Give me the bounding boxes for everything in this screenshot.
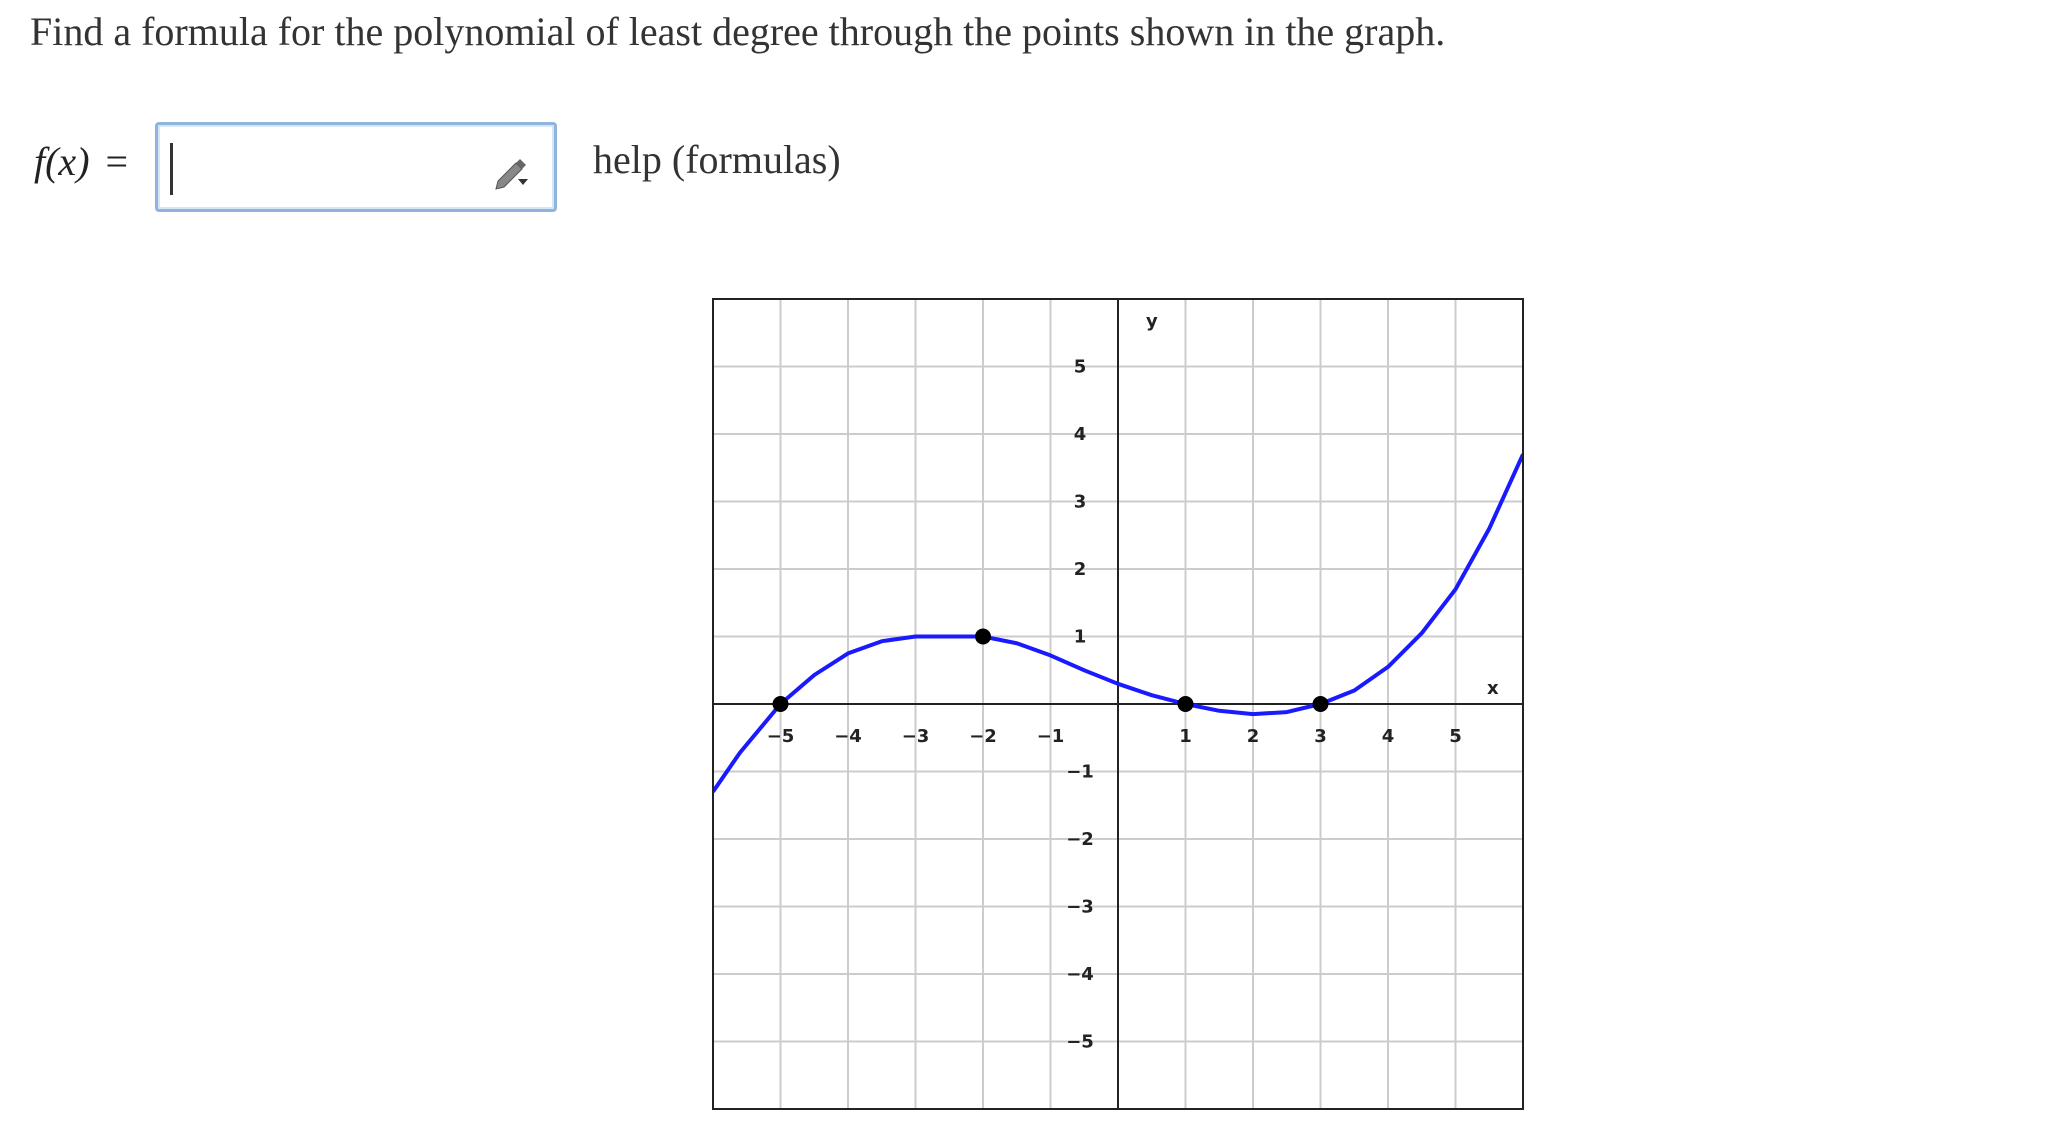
- x-axis-label: x: [1487, 678, 1499, 699]
- axes: [712, 298, 1524, 1110]
- equals-sign: =: [105, 139, 129, 184]
- y-tick-label: 3: [1073, 491, 1087, 513]
- x-tick-label: 5: [1449, 726, 1462, 747]
- y-tick-label: 2: [1073, 559, 1087, 580]
- pencil-dropdown-icon[interactable]: [492, 151, 538, 191]
- help-formulas-link[interactable]: help (formulas): [593, 137, 841, 182]
- x-tick-label: −2: [969, 726, 997, 747]
- y-tick-label: −5: [1066, 1031, 1094, 1053]
- function-name: f(x): [34, 139, 90, 184]
- y-tick-label: −1: [1066, 761, 1094, 783]
- x-tick-label: −5: [766, 726, 795, 747]
- text-caret: [170, 143, 173, 195]
- polynomial-graph: [712, 298, 1524, 1110]
- data-point: [773, 696, 789, 712]
- data-point: [1178, 696, 1194, 712]
- x-tick-label: 1: [1179, 726, 1192, 747]
- y-tick-label: −3: [1066, 896, 1094, 918]
- y-axis-label: y: [1146, 311, 1158, 332]
- question-text: Find a formula for the polynomial of least degree through the points shown in the graph.: [30, 9, 1446, 54]
- y-tick-label: 4: [1073, 424, 1087, 445]
- y-tick-label: −4: [1066, 964, 1094, 985]
- answer-input[interactable]: [155, 122, 557, 212]
- x-tick-label: −3: [901, 726, 930, 747]
- x-tick-label: 4: [1381, 726, 1395, 747]
- function-label: [34, 138, 128, 185]
- y-tick-label: 5: [1073, 356, 1087, 378]
- x-tick-label: 2: [1246, 726, 1260, 747]
- x-tick-label: −1: [1036, 726, 1065, 747]
- y-tick-label: 1: [1073, 626, 1087, 648]
- y-tick-label: −2: [1066, 829, 1094, 850]
- x-tick-label: 3: [1314, 726, 1327, 747]
- x-tick-label: −4: [834, 726, 862, 747]
- data-point: [1313, 696, 1329, 712]
- data-point: [975, 629, 991, 645]
